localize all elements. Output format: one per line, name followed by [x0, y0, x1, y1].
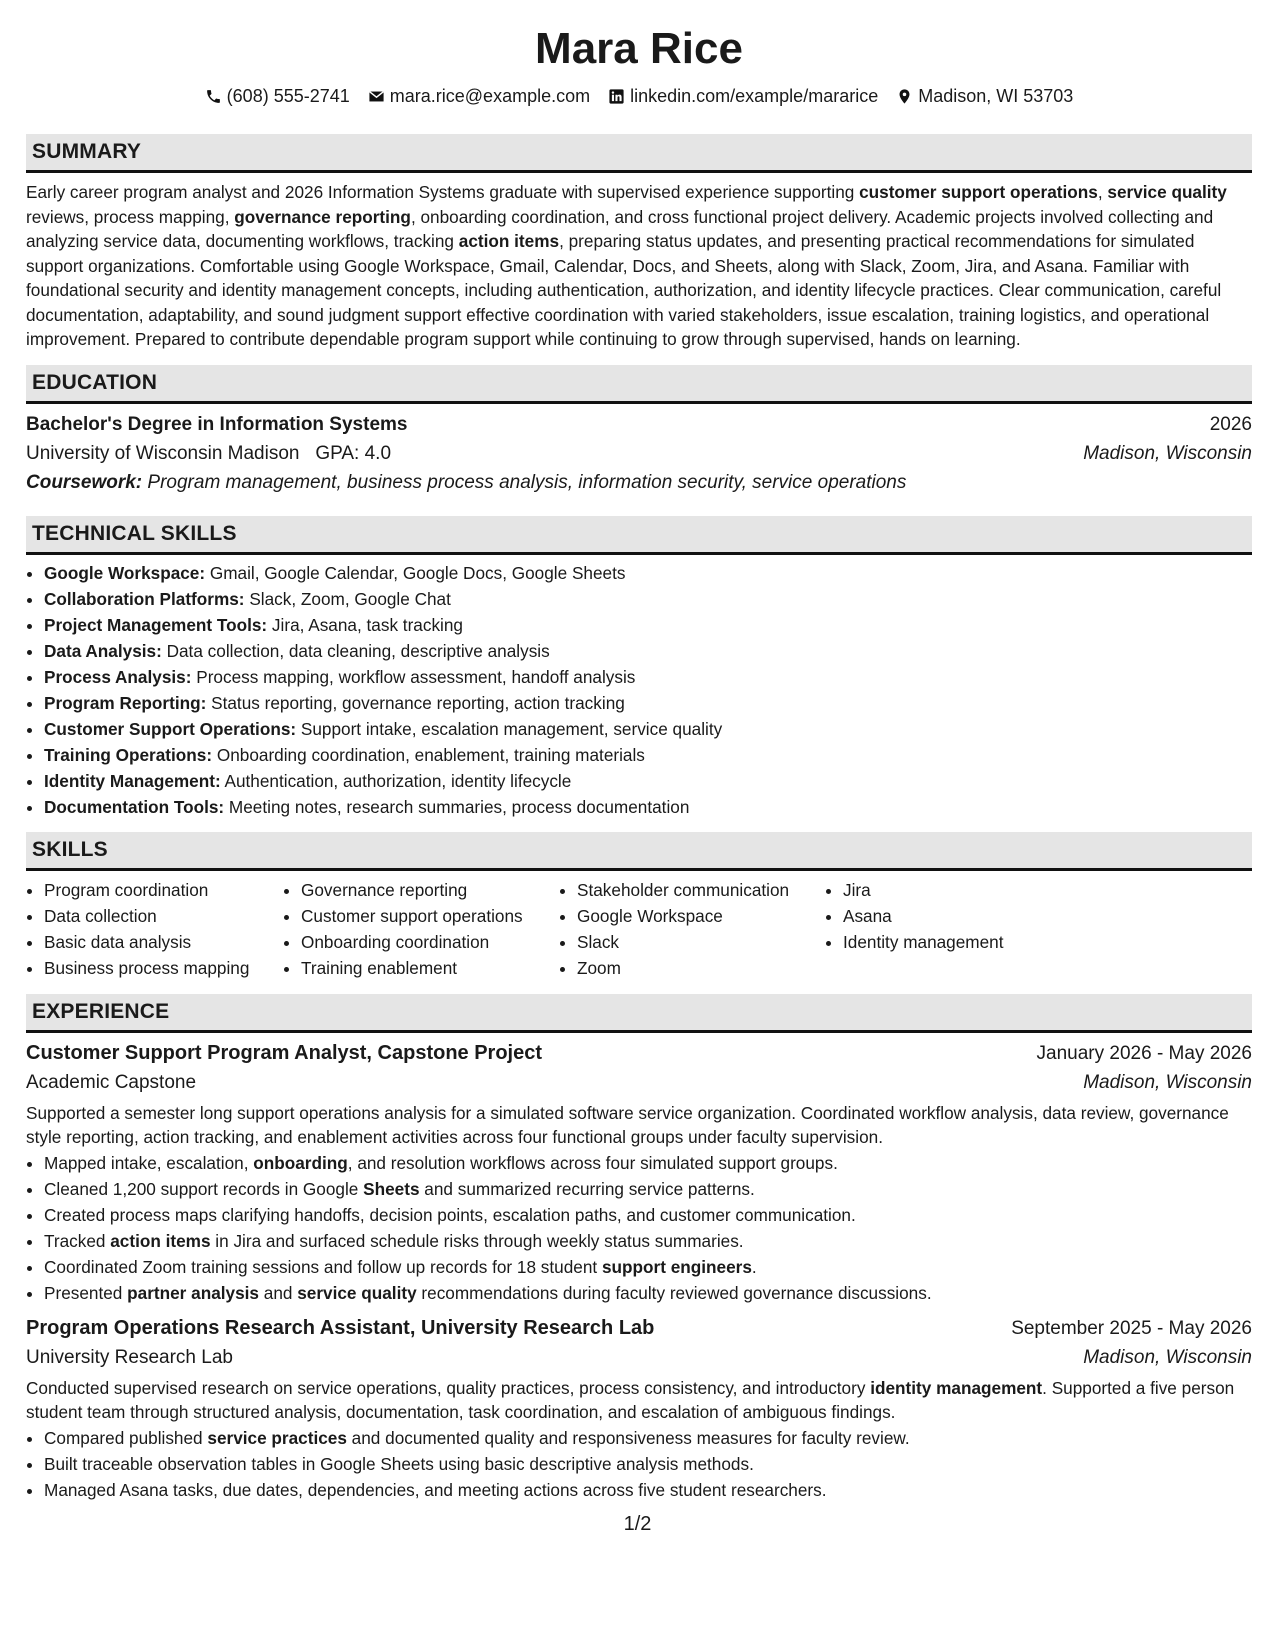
text-segment: recommendations during faculty reviewed governance discussions.: [416, 1282, 932, 1303]
phone-icon: [205, 88, 222, 105]
job-bullet: [44, 1150, 1252, 1176]
bold-text: governance reporting: [234, 206, 411, 227]
school-location: Madison, Wisconsin: [1083, 442, 1252, 464]
technical-skill-item: [44, 742, 1252, 768]
skill-item: • Customer support operations: [301, 903, 559, 929]
degree-title: Bachelor's Degree in Information Systems: [26, 413, 408, 435]
skill-category: Documentation Tools:: [44, 796, 225, 817]
job-dates: September 2025 - May 2026: [1011, 1317, 1252, 1339]
job-organization: Academic Capstone: [26, 1071, 197, 1093]
job-organization: University Research Lab: [26, 1346, 233, 1368]
job-bullet: [44, 1280, 1252, 1306]
phone-text: (608) 555-2741: [226, 86, 350, 106]
technical-skill-item: [44, 560, 1252, 586]
summary-heading: SUMMARY: [26, 134, 1252, 173]
skill-category: Program Reporting:: [44, 692, 207, 713]
text-segment: Tracked: [44, 1230, 111, 1251]
skill-values: Data collection, data cleaning, descriptive analysis: [161, 640, 550, 661]
summary-paragraph: [26, 173, 1252, 352]
skill-values: Onboarding coordination, enablement, training materials: [212, 744, 645, 765]
skill-item: • Identity management: [843, 929, 1025, 955]
candidate-name: Mara Rice: [535, 24, 743, 73]
text-segment: Managed Asana tasks, due dates, dependencies, and meeting actions across five student researchers.: [44, 1479, 827, 1500]
text-segment: Cleaned 1,200 support records in Google: [44, 1178, 364, 1199]
contact-email[interactable]: [368, 84, 590, 108]
skill-category: Google Workspace:: [44, 562, 206, 583]
technical-skill-item: [44, 716, 1252, 742]
text-segment: Conducted supervised research on service operations, quality practices, process consistency, and introductory: [26, 1377, 871, 1398]
education-heading: EDUCATION: [26, 365, 1252, 404]
job-bullet: [44, 1425, 1252, 1451]
skill-item: • Google Workspace: [577, 903, 825, 929]
skills-heading: SKILLS: [26, 832, 1252, 871]
technical-skill-item: [44, 586, 1252, 612]
technical-skill-item: [44, 664, 1252, 690]
skill-item: • Stakeholder communication: [577, 877, 825, 903]
technical-skill-item: [44, 768, 1252, 794]
skill-values: Slack, Zoom, Google Chat: [244, 588, 451, 609]
education-entry: [26, 404, 1252, 497]
text-segment: Presented: [44, 1282, 128, 1303]
bold-text: support engineers: [601, 1256, 752, 1277]
text-segment: Mapped intake, escalation,: [44, 1152, 254, 1173]
bold-text: Sheets: [363, 1178, 420, 1199]
contact-phone: [205, 84, 350, 108]
text-segment: and summarized recurring service patterns.: [419, 1178, 755, 1199]
skill-item: • Basic data analysis: [44, 929, 283, 955]
page-number: 1/2: [623, 1513, 652, 1535]
contact-line: [26, 84, 1252, 108]
job-bullet: [44, 1477, 1252, 1503]
coursework-line: [26, 469, 1252, 497]
skill-values: Jira, Asana, task tracking: [267, 614, 463, 635]
text-segment: in Jira and surfaced schedule risks through weekly status summaries.: [210, 1230, 744, 1251]
job-title: Customer Support Program Analyst, Capstone Project: [26, 1041, 543, 1064]
school-line: [26, 439, 391, 469]
text-segment: Coordinated Zoom training sessions and follow up records for 18 student: [44, 1256, 602, 1277]
text-segment: , preparing status updates, and presenting practical recommendations for simulated support organizations. Comfortable using Google Workspace, Gmail, Calendar, Docs, and Sheets, along with Slack, Zoom, Jira, and Asana. Familiar with foundational security and identity management concepts, including authentication, authorization, and identity lifecycle practices. Clear communication, careful documentation, adaptability, and sound judgment support effective coordination with varied stakeholders, issue escalation, training logistics, and operational improvement. Prepared to contribute dependable program support while continuing to grow through supervised, hands on learning.: [26, 231, 1222, 349]
linkedin-icon: [608, 88, 625, 105]
experience-entry: [26, 1306, 1252, 1503]
skill-item: • Program coordination: [44, 877, 283, 903]
technical-skill-item: [44, 690, 1252, 716]
skill-item: • Governance reporting: [301, 877, 559, 903]
skill-item: • Zoom: [577, 955, 825, 981]
text-segment: Built traceable observation tables in Google Sheets using basic descriptive analysis methods.: [44, 1453, 754, 1474]
text-segment: Created process maps clarifying handoffs, decision points, escalation paths, and customer communication.: [44, 1204, 856, 1225]
skill-values: Gmail, Google Calendar, Google Docs, Google Sheets: [205, 562, 626, 583]
skills-column: [26, 877, 283, 981]
location-text: Madison, WI 53703: [918, 86, 1074, 106]
text-segment: .: [751, 1256, 757, 1277]
skill-category: Training Operations:: [44, 744, 213, 765]
job-location: Madison, Wisconsin: [1083, 1346, 1252, 1368]
text-segment: and documented quality and responsiveness measures for faculty review.: [346, 1427, 910, 1448]
technical-skill-item: [44, 794, 1252, 820]
text-segment: reviews, process mapping,: [26, 206, 235, 227]
bold-text: service quality: [297, 1282, 417, 1303]
job-dates: January 2026 - May 2026: [1036, 1042, 1252, 1064]
text-segment: Compared published: [44, 1427, 208, 1448]
text-segment: . Supported a five person student team through structured analysis, documentation, task coordination, and escalation of ambiguous findings.: [26, 1377, 1235, 1422]
graduation-year: 2026: [1209, 413, 1252, 435]
job-bullets: [26, 1150, 1252, 1306]
skill-item: • Asana: [843, 903, 1025, 929]
bold-text: onboarding: [253, 1152, 348, 1173]
text-segment: and: [258, 1282, 298, 1303]
bold-text: action items: [458, 231, 560, 251]
experience-heading: EXPERIENCE: [26, 994, 1252, 1033]
skill-item: • Onboarding coordination: [301, 929, 559, 955]
skill-item: • Jira: [843, 877, 1025, 903]
skill-values: Status reporting, governance reporting, action tracking: [206, 692, 625, 713]
job-title: Program Operations Research Assistant, University Research Lab: [26, 1316, 655, 1339]
skills-grid: [26, 871, 1252, 981]
job-bullet: [44, 1228, 1252, 1254]
coursework-text: Program management, business process analysis, information security, service operations: [147, 471, 907, 493]
map-pin-icon: [896, 88, 913, 105]
skill-item: • Training enablement: [301, 955, 559, 981]
contact-linkedin[interactable]: [608, 84, 878, 108]
technical-skill-item: [44, 612, 1252, 638]
skills-column: [559, 877, 825, 981]
linkedin-text[interactable]: linkedin.com/example/mararice: [630, 86, 879, 106]
text-segment: ,: [1097, 182, 1108, 202]
email-text[interactable]: mara.rice@example.com: [389, 86, 591, 106]
bold-text: partner analysis: [127, 1282, 259, 1303]
bold-text: action items: [110, 1230, 211, 1251]
coursework-label: Coursework:: [26, 471, 143, 493]
technical-skill-item: [44, 638, 1252, 664]
skill-category: Identity Management:: [44, 770, 221, 791]
job-summary: [26, 1098, 1252, 1150]
technical-skills-list: [26, 555, 1252, 820]
job-bullet: [44, 1202, 1252, 1228]
skill-item: • Slack: [577, 929, 825, 955]
skills-column: [283, 877, 559, 981]
skill-values: Process mapping, workflow assessment, handoff analysis: [191, 666, 636, 687]
contact-location: [896, 84, 1073, 108]
bold-text: identity management: [870, 1377, 1043, 1398]
text-segment: , onboarding coordination, and cross functional project delivery. Academic projects involved collecting and analyzing service data, documenting workflows, tracking: [26, 206, 1214, 251]
text-segment: Supported a semester long support operations analysis for a simulated software service organization. Coordinated workflow analysis, data review, governance style reporting, action tracking, and enablement activities across four functional groups under faculty supervision.: [26, 1102, 1229, 1147]
school-name: University of Wisconsin Madison: [26, 442, 300, 464]
skills-column: [825, 877, 1025, 981]
bold-text: service practices: [207, 1427, 347, 1448]
skill-values: Authentication, authorization, identity lifecycle: [220, 770, 572, 791]
technical-skills-heading: TECHNICAL SKILLS: [26, 516, 1252, 555]
skill-category: Data Analysis:: [44, 640, 162, 661]
job-bullet: [44, 1254, 1252, 1280]
job-bullet: [44, 1451, 1252, 1477]
job-location: Madison, Wisconsin: [1083, 1071, 1252, 1093]
text-segment: Early career program analyst and 2026 Information Systems graduate with supervised experience supporting: [26, 182, 860, 202]
skill-item: • Business process mapping: [44, 955, 283, 981]
skill-values: Meeting notes, research summaries, process documentation: [224, 796, 690, 817]
gpa: GPA: 4.0: [315, 442, 392, 464]
job-summary: [26, 1373, 1252, 1425]
skill-category: Collaboration Platforms:: [44, 588, 245, 609]
skill-item: • Data collection: [44, 903, 283, 929]
experience-list: [26, 1033, 1252, 1503]
text-segment: , and resolution workflows across four simulated support groups.: [347, 1152, 838, 1173]
resume-page: [26, 0, 1252, 1503]
job-bullet: [44, 1176, 1252, 1202]
skill-category: Customer Support Operations:: [44, 718, 297, 739]
experience-entry: [26, 1033, 1252, 1306]
envelope-icon: [368, 88, 385, 105]
skill-values: Support intake, escalation management, service quality: [296, 718, 723, 739]
bold-text: customer support operations: [859, 182, 1098, 202]
job-bullets: [26, 1425, 1252, 1503]
skill-category: Project Management Tools:: [44, 614, 268, 635]
bold-text: service quality: [1107, 182, 1227, 202]
skill-category: Process Analysis:: [44, 666, 192, 687]
